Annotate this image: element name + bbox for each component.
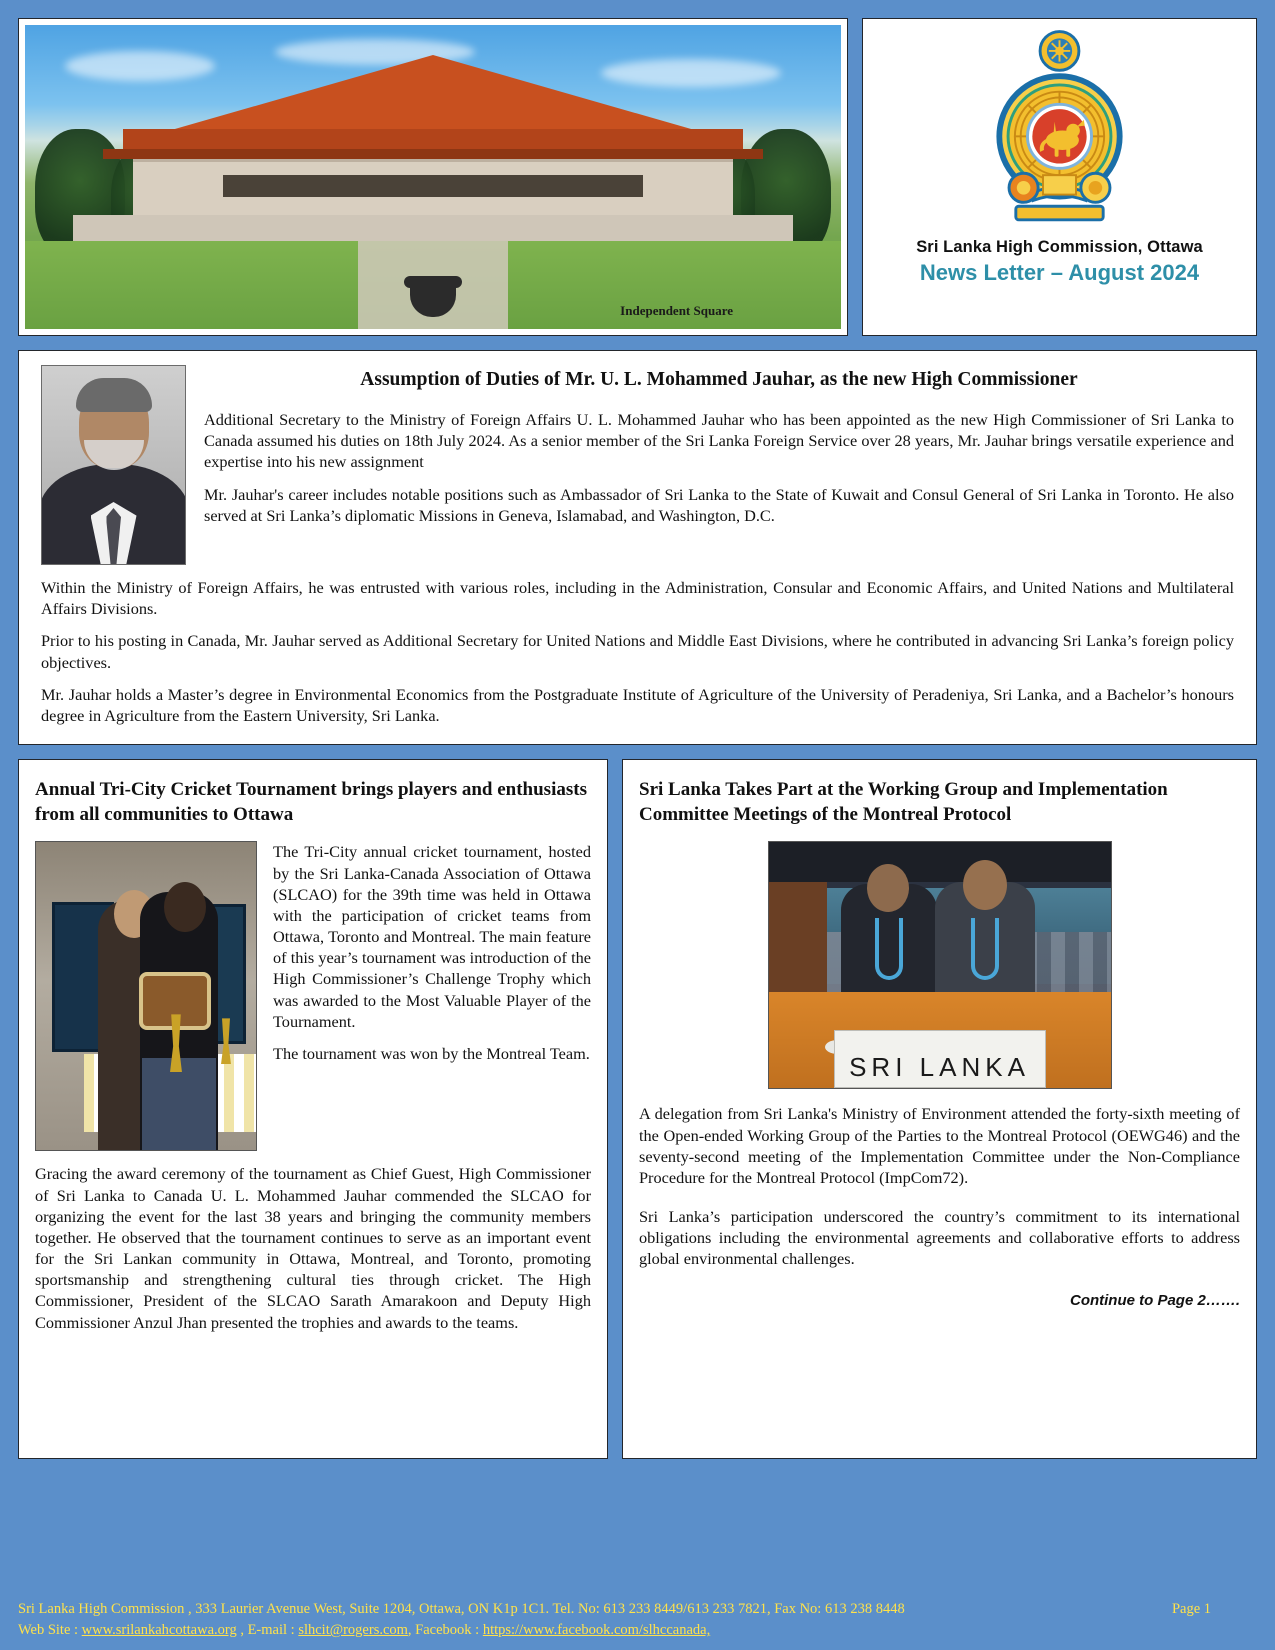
lead-paragraph: Within the Ministry of Foreign Affairs, he was entrusted with various roles, including in the Administration, Consular and Economic Affairs, and United Nations and Multilateral Affairs Divisions. [41,578,1234,619]
lead-article-panel [18,350,1257,745]
footer-facebook-link[interactable]: https://www.facebook.com/slhccanada, [482,1622,711,1639]
continue-note: Continue to Page 2……. [1069,1291,1240,1309]
montreal-article-panel [622,759,1257,1459]
hero-caption: Independent Square [620,303,733,318]
lead-paragraph: Mr. Jauhar's career includes notable positions such as Ambassador of Sri Lanka to the State of Kuwait and Consul General of Sri Lanka in Toronto. He also served at Sri Lanka’s diplomatic Missions in Geneva, Islamabad, and Washington, D.C. [204,484,1234,525]
country-nameplate: SRI LANKA [834,1030,1046,1088]
lead-paragraph: Prior to his posting in Canada, Mr. Jauhar served as Additional Secretary for United Nations and Middle East Divisions, where he contributed in advancing Sri Lanka’s foreign policy objectives. [41,631,1234,672]
footer-address: Sri Lanka High Commission , 333 Laurier Avenue West, Suite 1204, Ottawa, ON K1p 1C1. Tel. No: 613 233 8449/613 233 7821, Fax No: 613 238 8448 [18,1600,905,1617]
organization-title: Sri Lanka High Commission, Ottawa [916,238,1203,256]
cricket-paragraph: Gracing the award ceremony of the tournament as Chief Guest, High Commissioner of Sri Lanka to Canada U. L. Mohammed Jauhar commended the SLCAO for organizing the event for the last 38 years and bringing the community members together. He observed that the tournament continues to serve as an important event for the Sri Lankan community in Ottawa, Montreal, and Toronto, promoting sportsmanship and strengthening cultural ties through cricket. The High Commissioner, President of the SLCAO Sarath Amarakoon and Deputy High Commissioner Anzul Jhan presented the trophies and awards to the teams. [35,1164,591,1332]
issue-title: News Letter – August 2024 [919,260,1200,285]
national-emblem-icon [977,29,1142,234]
high-commissioner-portrait [41,365,186,565]
lead-paragraph: Additional Secretary to the Ministry of Foreign Affairs U. L. Mohammed Jauhar who has been appointed as the new High Commissioner of Sri Lanka to Canada assumed his duties on 18th July 2024. As a senior member of the Sri Lanka Foreign Service over 28 years, Mr. Jauhar brings versatile experience and expertise into his new assignment [204,410,1234,472]
cricket-article-title: Annual Tri-City Cricket Tournament brings players and enthusiasts from all communities to Ottawa [35,779,587,825]
footer-facebook-label: , Facebook : [407,1622,483,1639]
independence-square-photo [25,25,841,329]
cricket-article-panel [18,759,608,1459]
page-footer [18,1599,1257,1643]
footer-website-link[interactable]: www.srilankahcottawa.org [81,1622,237,1639]
footer-website-label: Web Site : [18,1622,82,1639]
lead-paragraph: Mr. Jauhar holds a Master’s degree in Environmental Economics from the Postgraduate Institute of Agriculture of the University of Peradeniya, Sri Lanka, and a Bachelor’s honours degree in Agriculture from the Eastern University, Sri Lanka. [41,684,1234,725]
article-columns [18,759,1257,1459]
footer-page-number: Page 1 [1171,1600,1211,1617]
masthead [18,18,1257,336]
crest-panel [862,18,1257,336]
hero-photo-frame [18,18,848,336]
montreal-paragraph: A delegation from Sri Lanka's Ministry of Environment attended the forty-sixth meeting of the Open-ended Working Group of the Parties to the Montreal Protocol (OEWG46) and the seventy-second meeting of the Implementation Committee under the Non-Compliance Procedure for the Montreal Protocol (ImpCom72). [639,1104,1240,1187]
lead-article-title: Assumption of Duties of Mr. U. L. Mohammed Jauhar, as the new High Commissioner [360,369,1078,390]
footer-email-label: , E-mail : [236,1622,299,1639]
footer-email-link[interactable]: slhcit@rogers.com [298,1622,408,1639]
montreal-article-title: Sri Lanka Takes Part at the Working Group and Implementation Committee Meetings of the Montreal Protocol [639,779,1168,825]
cricket-award-photo [35,841,257,1151]
montreal-paragraph: Sri Lanka’s participation underscored the country’s commitment to its international obligations including the environmental agreements and collaborative efforts to address global environmental challenges. [639,1207,1240,1269]
cricket-paragraph: The Tri-City annual cricket tournament, hosted by the Sri Lanka-Canada Association of Ottawa (SLCAO) for the 39th time was held in Ottawa with the participation of cricket teams from Ottawa, Toronto and Montreal. The main feature of this year’s tournament was introduction of the High Commissioner’s Challenge Trophy which was awarded to the Most Valuable Player of the Tournament. [273,842,591,1031]
cricket-paragraph: The tournament was won by the Montreal Team. [273,1043,590,1063]
montreal-delegation-photo [768,841,1112,1089]
